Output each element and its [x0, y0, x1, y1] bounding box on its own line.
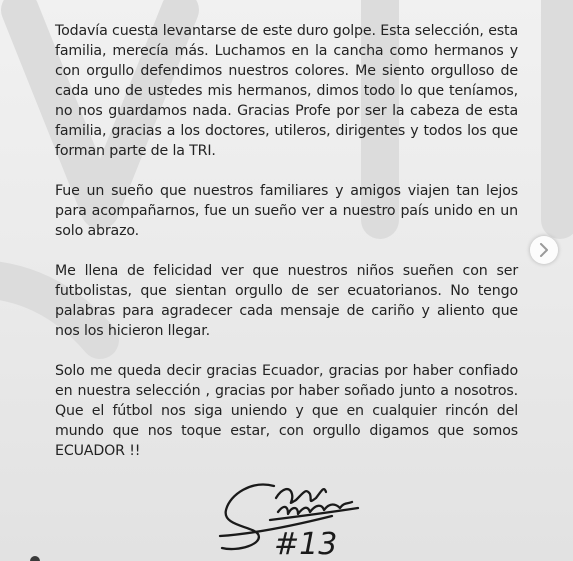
signature: [212, 476, 362, 561]
letter-paragraph-1: Todavía cuesta levantarse de este duro golpe. Esta selección, esta familia, merecía más. Luchamos en la cancha como hermanos y con orgullo defendimos nuestros colores. Me siento orgulloso de cada uno de ustedes mis hermanos, dimos todo lo que teníamos, no nos guardamos nada. Gracias Profe por ser la cabeza de esta familia, gracias a los doctores, utileros, dirigentes y todos los que forman parte de la TRI.: [55, 23, 518, 159]
letter-paragraph-4: Solo me queda decir gracias Ecuador, gracias por haber confiado en nuestra selección , gracias por haber soñado junto a nosotros. Que el fútbol nos siga uniendo y que en cualquier rincón del mundo que nos toque estar, con orgullo digamos que somos ECUADOR !!: [55, 363, 518, 459]
chevron-right-icon: [538, 243, 550, 257]
carousel-indicator-dot: [30, 556, 40, 561]
letter-paragraph-3: Me llena de felicidad ver que nuestros niños sueñen con ser futbolistas, que sientan orgullo de ser ecuatorianos. No tengo palabras para agradecer cada mensaje de cariño y aliento que nos los hicieron llegar.: [55, 263, 518, 339]
letter-paragraph-2: Fue un sueño que nuestros familiares y amigos viajen tan lejos para acompañarnos, fue un sueño ver a nuestro país unido en un solo abrazo.: [55, 183, 518, 239]
signature-number: #13: [274, 527, 338, 561]
carousel-next-button[interactable]: [530, 236, 558, 264]
letter-text: [55, 21, 518, 481]
